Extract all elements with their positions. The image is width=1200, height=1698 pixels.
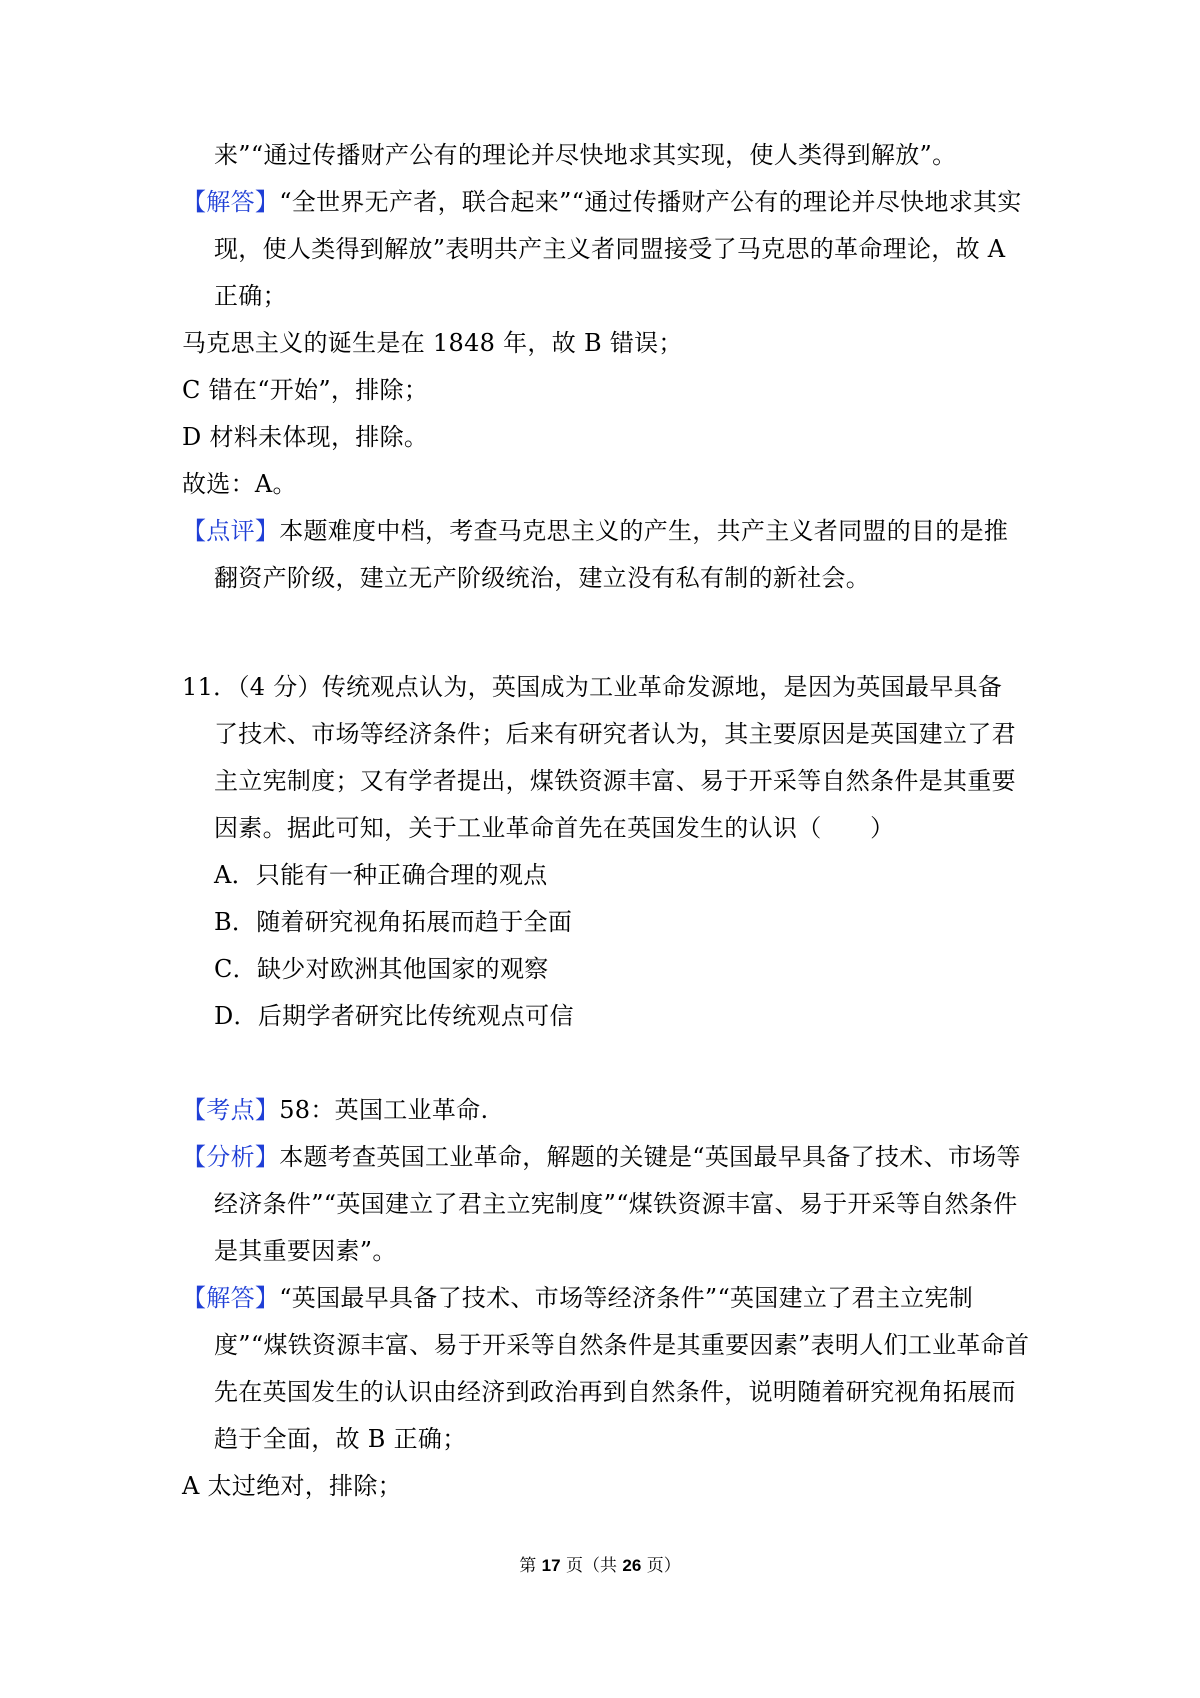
jieda-line: 先在英国发生的认识由经济到政治再到自然条件，说明随着研究视角拓展而 [214,1378,1016,1406]
option-b: B．随着研究视角拓展而趋于全面 [214,908,573,936]
question-stem: 主立宪制度；又有学者提出，煤铁资源丰富、易于开采等自然条件是其重要 [214,767,1016,795]
fenxi-tag: 【分析】 [182,1143,280,1171]
analysis-tail: A 太过绝对，排除； [182,1472,402,1500]
footer-total-pages: 26 [622,1556,642,1575]
option-d: D．后期学者研究比传统观点可信 [214,1002,574,1030]
footer-middle: 页（共 [560,1556,623,1576]
footer-prefix: 第 [519,1556,542,1576]
jieda-line [182,1282,973,1314]
jieda-line: 趋于全面，故 B 正确； [214,1425,467,1453]
question-stem: 了技术、市场等经济条件；后来有研究者认为，其主要原因是英国建立了君 [214,720,1016,748]
jieda-tag: 【解答】 [182,1284,280,1312]
fenxi-line: 经济条件”“英国建立了君主立宪制度”“煤铁资源丰富、易于开采等自然条件 [214,1190,1018,1218]
fenxi-text: 本题考查英国工业革命，解题的关键是“英国最早具备了技术、市场等 [279,1143,1021,1171]
question-stem: 因素。据此可知，关于工业革命首先在英国发生的认识（ ） [214,814,895,842]
body-line: 马克思主义的诞生是在 1848 年，故 B 错误； [182,329,683,357]
kaodian-line [182,1094,488,1126]
comment-tag: 【点评】 [182,517,280,545]
kaodian-text: 58：英国工业革命. [279,1096,489,1124]
jieda-line: 度”“煤铁资源丰富、易于开采等自然条件是其重要因素”表明人们工业革命首 [214,1331,1030,1359]
answer-line: 正确； [214,282,287,310]
body-line: C 错在“开始”，排除； [182,376,429,404]
fenxi-line [182,1141,1021,1173]
footer-page-number: 17 [541,1556,561,1575]
comment-line: 翻资产阶级，建立无产阶级统治，建立没有私有制的新社会。 [214,564,871,592]
body-line: 故选：A。 [182,470,297,498]
prev-question-tail: 来”“通过传播财产公有的理论并尽快地求其实现，使人类得到解放”。 [214,141,957,169]
jieda-text: “英国最早具备了技术、市场等经济条件”“英国建立了君主立宪制 [279,1284,974,1312]
option-a: A．只能有一种正确合理的观点 [214,861,548,889]
kaodian-tag: 【考点】 [182,1096,280,1124]
answer-line [182,186,1022,218]
page-footer [0,1554,1200,1578]
comment-text: 本题难度中档，考查马克思主义的产生，共产主义者同盟的目的是推 [279,517,1009,545]
answer-line: 现，使人类得到解放”表明共产主义者同盟接受了马克思的革命理论，故 A [214,235,1006,263]
footer-suffix: 页） [641,1556,681,1576]
answer-text: “全世界无产者，联合起来”“通过传播财产公有的理论并尽快地求其实 [279,188,1022,216]
comment-line [182,515,1008,547]
option-c: C．缺少对欧洲其他国家的观察 [214,955,549,983]
body-line: D 材料未体现，排除。 [182,423,429,451]
fenxi-line: 是其重要因素”。 [214,1237,397,1265]
answer-tag: 【解答】 [182,188,280,216]
question-stem: 11．（4 分）传统观点认为，英国成为工业革命发源地，是因为英国最早具备 [182,673,1003,701]
